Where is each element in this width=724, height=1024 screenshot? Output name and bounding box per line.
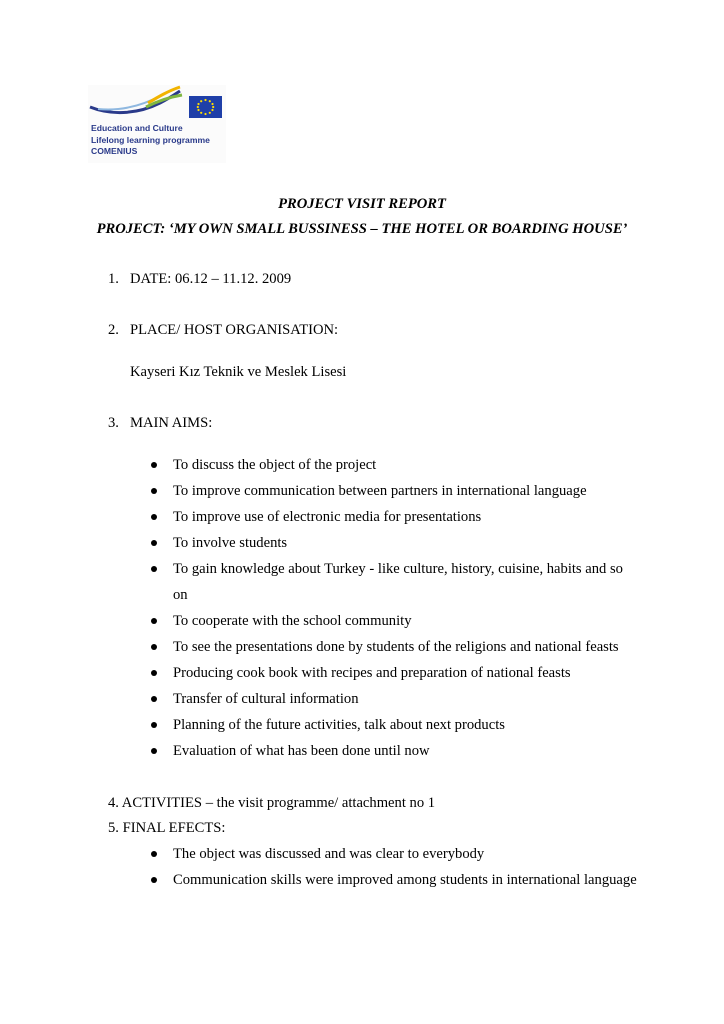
bullet-icon — [151, 462, 157, 468]
effects-list — [149, 841, 709, 893]
swoosh-graphic — [88, 85, 188, 121]
bullet-icon — [151, 722, 157, 728]
bullet-icon — [151, 644, 157, 650]
eu-flag-icon — [189, 96, 222, 118]
host-organisation: Kayseri Kız Teknik ve Meslek Lisesi — [130, 364, 347, 380]
list-item: To gain knowledge about Turkey - like culture, history, cuisine, habits and so on — [149, 556, 633, 608]
list-item: Producing cook book with recipes and preparation of national feasts — [149, 660, 709, 686]
effects-heading: 5. FINAL EFECTS: — [108, 820, 226, 836]
date-number: 1. — [108, 271, 119, 287]
eu-stars — [197, 99, 215, 115]
bullet-icon — [151, 514, 157, 520]
bullet-icon — [151, 696, 157, 702]
bullet-icon — [151, 540, 157, 546]
list-item: To cooperate with the school community — [149, 608, 709, 634]
list-item: To improve use of electronic media for presentations — [149, 504, 709, 530]
place-heading: PLACE/ HOST ORGANISATION: — [130, 322, 339, 338]
list-item: Communication skills were improved among students in international language — [149, 867, 709, 893]
list-item: To discuss the object of the project — [149, 452, 709, 478]
aims-heading: MAIN AIMS: — [130, 415, 213, 431]
list-item: Evaluation of what has been done until now — [149, 738, 709, 764]
list-item: To involve students — [149, 530, 709, 556]
list-item: Transfer of cultural information — [149, 686, 709, 712]
logo-line-1: Education and Culture — [91, 123, 183, 133]
list-item: To see the presentations done by students of the religions and national feasts — [149, 634, 709, 660]
list-item: To improve communication between partners in international language — [149, 478, 709, 504]
bullet-icon — [151, 670, 157, 676]
report-title: PROJECT VISIT REPORT — [278, 196, 446, 212]
bullet-icon — [151, 851, 157, 857]
bullet-icon — [151, 748, 157, 754]
aims-number: 3. — [108, 415, 119, 431]
aims-list — [149, 452, 709, 764]
activities-line: 4. ACTIVITIES – the visit programme/ attachment no 1 — [108, 795, 436, 811]
comenius-logo — [88, 85, 226, 163]
bullet-icon — [151, 877, 157, 883]
bullet-icon — [151, 488, 157, 494]
bullet-icon — [151, 618, 157, 624]
logo-line-2: Lifelong learning programme — [91, 134, 210, 145]
logo-line-3: COMENIUS — [91, 146, 138, 156]
list-item: Planning of the future activities, talk about next products — [149, 712, 709, 738]
place-number: 2. — [108, 322, 119, 338]
logo-caption — [91, 123, 210, 158]
list-item: The object was discussed and was clear to everybody — [149, 841, 709, 867]
project-title: PROJECT: ‘MY OWN SMALL BUSSINESS – THE HOTEL OR BOARDING HOUSE’ — [96, 221, 628, 237]
date-line: DATE: 06.12 – 11.12. 2009 — [130, 271, 292, 287]
bullet-icon — [151, 566, 157, 572]
